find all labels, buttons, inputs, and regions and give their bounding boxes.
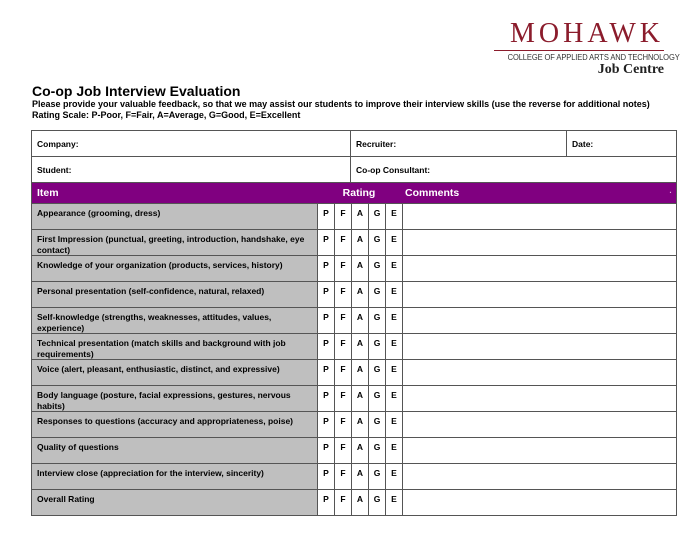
header-rating: Rating [342, 187, 376, 199]
criterion-label: Interview close (appreciation for the interview, sincerity) [32, 464, 317, 489]
rating-option-f[interactable]: F [334, 412, 351, 437]
criterion-label: Personal presentation (self-confidence, natural, relaxed) [32, 282, 317, 307]
table-row [31, 307, 677, 333]
rating-option-a[interactable]: A [351, 308, 368, 333]
rating-option-a[interactable]: A [351, 282, 368, 307]
rating-option-e[interactable]: E [385, 308, 402, 333]
table-row [31, 229, 677, 255]
rating-option-p[interactable]: P [317, 204, 334, 229]
rating-option-f[interactable]: F [334, 204, 351, 229]
comment-cell[interactable] [402, 490, 676, 515]
rating-option-g[interactable]: G [368, 282, 385, 307]
table-row [31, 489, 677, 516]
rating-option-f[interactable]: F [334, 308, 351, 333]
rating-option-e[interactable]: E [385, 438, 402, 463]
criterion-label: Appearance (grooming, dress) [32, 204, 317, 229]
company-field[interactable]: Company: [37, 139, 79, 149]
rating-option-p[interactable]: P [317, 334, 334, 359]
rating-option-f[interactable]: F [334, 464, 351, 489]
rating-option-g[interactable]: G [368, 204, 385, 229]
rating-option-e[interactable]: E [385, 464, 402, 489]
rating-option-g[interactable]: G [368, 230, 385, 255]
rating-option-a[interactable]: A [351, 334, 368, 359]
criterion-label: Overall Rating [32, 490, 317, 515]
rating-option-f[interactable]: F [334, 256, 351, 281]
criterion-label: Self-knowledge (strengths, weaknesses, attitudes, values, experience) [32, 308, 317, 333]
rating-option-a[interactable]: A [351, 386, 368, 411]
comment-cell[interactable] [402, 230, 676, 255]
table-row [31, 437, 677, 463]
comment-cell[interactable] [402, 334, 676, 359]
mohawk-logo [494, 18, 680, 62]
rating-option-e[interactable]: E [385, 256, 402, 281]
comment-cell[interactable] [402, 360, 676, 385]
comment-cell[interactable] [402, 386, 676, 411]
rating-option-p[interactable]: P [317, 386, 334, 411]
student-field[interactable]: Student: [37, 165, 72, 175]
rating-option-a[interactable]: A [351, 360, 368, 385]
rating-option-p[interactable]: P [317, 282, 334, 307]
rating-option-e[interactable]: E [385, 386, 402, 411]
rating-option-p[interactable]: P [317, 256, 334, 281]
table-row [31, 385, 677, 411]
criterion-label: Quality of questions [32, 438, 317, 463]
header-comments: Comments [405, 187, 460, 199]
rating-option-g[interactable]: G [368, 464, 385, 489]
table-header [31, 182, 677, 203]
rating-option-a[interactable]: A [351, 256, 368, 281]
rating-option-p[interactable]: P [317, 412, 334, 437]
comment-cell[interactable] [402, 438, 676, 463]
table-row [31, 359, 677, 385]
rating-option-g[interactable]: G [368, 438, 385, 463]
info-row-1 [31, 130, 677, 156]
table-row [31, 255, 677, 281]
rating-option-a[interactable]: A [351, 412, 368, 437]
rating-option-p[interactable]: P [317, 230, 334, 255]
comment-cell[interactable] [402, 464, 676, 489]
rating-option-a[interactable]: A [351, 438, 368, 463]
logo-divider [494, 50, 664, 51]
rating-option-g[interactable]: G [368, 386, 385, 411]
rating-option-a[interactable]: A [351, 490, 368, 515]
rating-option-e[interactable]: E [385, 282, 402, 307]
criterion-label: Voice (alert, pleasant, enthusiastic, distinct, and expressive) [32, 360, 317, 385]
rating-option-p[interactable]: P [317, 464, 334, 489]
comment-cell[interactable] [402, 204, 676, 229]
info-row-2 [31, 156, 677, 182]
rating-option-a[interactable]: A [351, 204, 368, 229]
table-row [31, 333, 677, 359]
date-field[interactable]: Date: [566, 131, 676, 156]
rating-option-g[interactable]: G [368, 412, 385, 437]
rating-option-f[interactable]: F [334, 282, 351, 307]
rating-option-f[interactable]: F [334, 230, 351, 255]
rating-option-e[interactable]: E [385, 360, 402, 385]
table-row [31, 463, 677, 489]
table-row [31, 281, 677, 307]
rating-option-f[interactable]: F [334, 490, 351, 515]
rating-option-e[interactable]: E [385, 204, 402, 229]
rating-option-e[interactable]: E [385, 230, 402, 255]
rating-option-f[interactable]: F [334, 360, 351, 385]
recruiter-field[interactable]: Recruiter: [350, 131, 566, 156]
rating-option-p[interactable]: P [317, 438, 334, 463]
rating-option-e[interactable]: E [385, 490, 402, 515]
rating-option-p[interactable]: P [317, 360, 334, 385]
rating-option-p[interactable]: P [317, 490, 334, 515]
criterion-label: Knowledge of your organization (products, services, history) [32, 256, 317, 281]
rating-scale: Rating Scale: P-Poor, F=Fair, A=Average, G=Good, E=Excellent [32, 110, 301, 120]
rating-option-e[interactable]: E [385, 334, 402, 359]
table-row [31, 411, 677, 437]
rating-option-g[interactable]: G [368, 308, 385, 333]
criterion-label: Responses to questions (accuracy and appropriateness, poise) [32, 412, 317, 437]
rating-option-f[interactable]: F [334, 334, 351, 359]
rating-option-g[interactable]: G [368, 334, 385, 359]
consultant-field[interactable]: Co-op Consultant: [350, 157, 676, 182]
rating-option-p[interactable]: P [317, 308, 334, 333]
form-instructions-block [32, 99, 650, 121]
rating-option-e[interactable]: E [385, 412, 402, 437]
rating-option-a[interactable]: A [351, 230, 368, 255]
rating-option-a[interactable]: A [351, 464, 368, 489]
comment-cell[interactable] [402, 256, 676, 281]
evaluation-rows [31, 203, 677, 516]
comment-cell[interactable] [402, 412, 676, 437]
logo-subtitle: COLLEGE OF APPLIED ARTS AND TECHNOLOGY [507, 53, 680, 62]
rating-option-g[interactable]: G [368, 360, 385, 385]
rating-option-f[interactable]: F [334, 438, 351, 463]
form-title: Co-op Job Interview Evaluation [32, 83, 241, 99]
comment-cell[interactable] [402, 308, 676, 333]
rating-option-f[interactable]: F [334, 386, 351, 411]
header-item: Item [37, 187, 59, 199]
logo-name: MOHAWK [510, 18, 664, 49]
criterion-label: Technical presentation (match skills and background with job requirements) [32, 334, 317, 359]
comment-cell[interactable] [402, 282, 676, 307]
table-row [31, 203, 677, 229]
form-instructions: Please provide your valuable feedback, so that we may assist our students to improve their interview skills (use the reverse for additional notes) [32, 99, 650, 109]
department-name: Job Centre [597, 62, 664, 77]
rating-option-g[interactable]: G [368, 490, 385, 515]
rating-option-g[interactable]: G [368, 256, 385, 281]
criterion-label: First Impression (punctual, greeting, introduction, handshake, eye contact) [32, 230, 317, 255]
header-dot: · [669, 188, 672, 197]
criterion-label: Body language (posture, facial expressions, gestures, nervous habits) [32, 386, 317, 411]
evaluation-form [31, 130, 677, 516]
